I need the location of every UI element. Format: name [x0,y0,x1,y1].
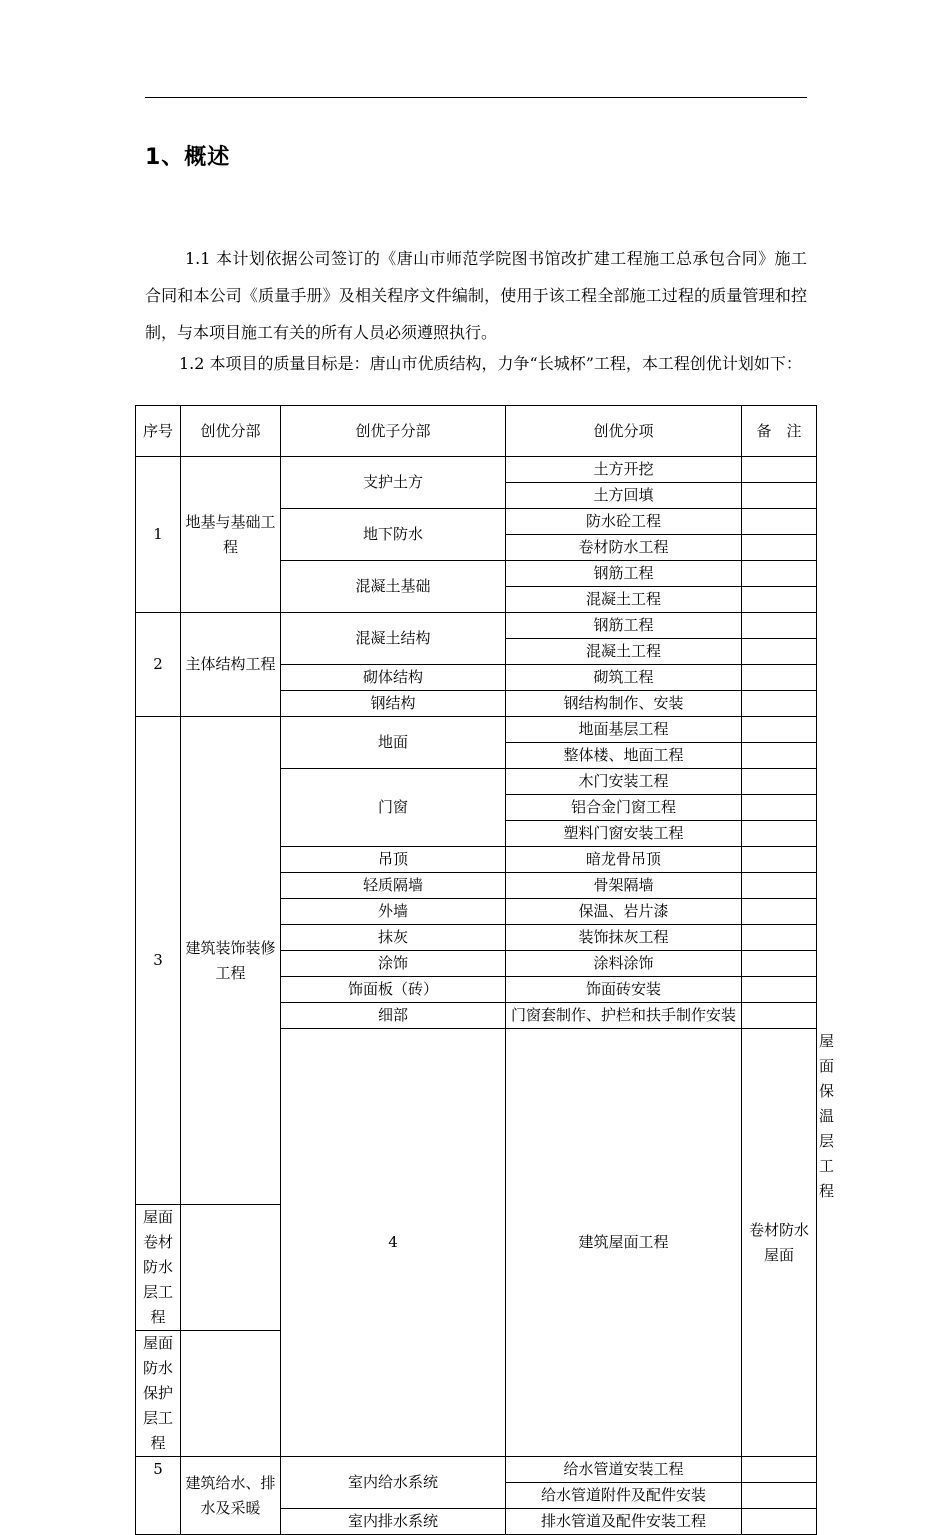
cell-item: 卷材防水工程 [506,535,742,561]
cell-subdivision: 轻质隔墙 [281,873,506,899]
cell-subdivision: 卷材防水屋面 [742,1029,817,1457]
header-subdivision: 创优子分部 [281,406,506,457]
table-row [136,1457,817,1483]
cell-remark [742,691,817,717]
cell-item: 混凝土工程 [506,587,742,613]
cell-division: 主体结构工程 [181,613,281,717]
cell-no: 2 [136,613,181,717]
cell-item: 屋面卷材防水层工程 [136,1205,181,1331]
cell-remark [742,743,817,769]
cell-remark [742,1509,817,1535]
cell-subdivision: 抹灰 [281,925,506,951]
cell-subdivision: 室内给水系统 [281,1457,506,1509]
cell-subdivision: 地下防水 [281,509,506,561]
paragraph-1-2: 1.2 本项目的质量目标是：唐山市优质结构，力争“长城杯”工程，本工程创优计划如下： [179,354,802,373]
cell-remark [742,665,817,691]
cell-subdivision: 门窗 [281,769,506,847]
cell-remark [742,509,817,535]
cell-remark [742,795,817,821]
cell-subdivision: 混凝土结构 [281,613,506,665]
quality-plan-table [135,405,835,1535]
cell-subdivision: 地面 [281,717,506,769]
cell-remark [742,977,817,1003]
cell-no: 5 [136,1457,181,1535]
cell-remark [742,899,817,925]
cell-remark [742,821,817,847]
cell-no: 3 [136,717,181,1205]
cell-remark [742,925,817,951]
cell-remark [742,847,817,873]
cell-subdivision: 钢结构 [281,691,506,717]
cell-item: 屋面防水保护层工程 [136,1331,181,1457]
cell-remark [742,483,817,509]
cell-item: 整体楼、地面工程 [506,743,742,769]
cell-division: 建筑屋面工程 [506,1029,742,1457]
cell-remark [742,613,817,639]
cell-subdivision: 室内排水系统 [281,1509,506,1535]
cell-item: 给水管道安装工程 [506,1457,742,1483]
cell-subdivision: 支护土方 [281,457,506,509]
cell-item: 防水砼工程 [506,509,742,535]
cell-remark [742,457,817,483]
cell-item: 砌筑工程 [506,665,742,691]
cell-remark [742,769,817,795]
paragraph-1-1: 1.1 本计划依据公司签订的《唐山市师范学院图书馆改扩建工程施工总承包合同》施工合同和本公司《质量手册》及相关程序文件编制，使用于该工程全部施工过程的质量管理和控制，与本项目施工有关的所有人员必须遵照执行。 [145,249,807,342]
cell-remark [742,561,817,587]
cell-remark [742,1003,817,1029]
table-row [136,457,817,483]
cell-subdivision: 砌体结构 [281,665,506,691]
cell-division: 建筑装饰装修工程 [181,717,281,1205]
cell-item: 钢筋工程 [506,613,742,639]
header-rule [145,97,807,98]
cell-subdivision: 涂饰 [281,951,506,977]
cell-no: 4 [281,1029,506,1457]
table-row [136,613,817,639]
header-division: 创优分部 [181,406,281,457]
cell-item: 门窗套制作、护栏和扶手制作安装 [506,1003,742,1029]
cell-remark [742,717,817,743]
cell-item: 土方回填 [506,483,742,509]
cell-item: 铝合金门窗工程 [506,795,742,821]
cell-remark [181,1205,281,1331]
cell-item: 暗龙骨吊顶 [506,847,742,873]
cell-no: 1 [136,457,181,613]
cell-subdivision: 吊顶 [281,847,506,873]
cell-remark [742,951,817,977]
header-item: 创优分项 [506,406,742,457]
cell-division: 建筑给水、排水及采暖 [181,1457,281,1535]
cell-item: 钢筋工程 [506,561,742,587]
table-header-row [136,406,817,457]
cell-item: 木门安装工程 [506,769,742,795]
cell-remark [742,639,817,665]
cell-item: 钢结构制作、安装 [506,691,742,717]
cell-item: 涂料涂饰 [506,951,742,977]
table-row: 4 建筑屋面工程 卷材防水屋面 屋面保温层工程 [136,1029,817,1205]
header-remark: 备 注 [742,406,817,457]
cell-item: 装饰抹灰工程 [506,925,742,951]
section-heading: 1、概述 [145,145,231,170]
cell-division: 地基与基础工程 [181,457,281,613]
cell-item: 土方开挖 [506,457,742,483]
cell-remark [742,1457,817,1483]
cell-item: 骨架隔墙 [506,873,742,899]
cell-item: 混凝土工程 [506,639,742,665]
cell-subdivision: 饰面板（砖） [281,977,506,1003]
cell-item: 塑料门窗安装工程 [506,821,742,847]
cell-item: 保温、岩片漆 [506,899,742,925]
cell-remark [742,1483,817,1509]
cell-remark [742,587,817,613]
cell-remark [742,535,817,561]
table-row [136,717,817,743]
cell-item: 给水管道附件及配件安装 [506,1483,742,1509]
cell-item: 饰面砖安装 [506,977,742,1003]
cell-remark [742,873,817,899]
header-no: 序号 [136,406,181,457]
cell-remark [181,1331,281,1457]
cell-subdivision: 混凝土基础 [281,561,506,613]
cell-item: 排水管道及配件安装工程 [506,1509,742,1535]
cell-subdivision: 细部 [281,1003,506,1029]
cell-subdivision: 外墙 [281,899,506,925]
cell-item: 地面基层工程 [506,717,742,743]
